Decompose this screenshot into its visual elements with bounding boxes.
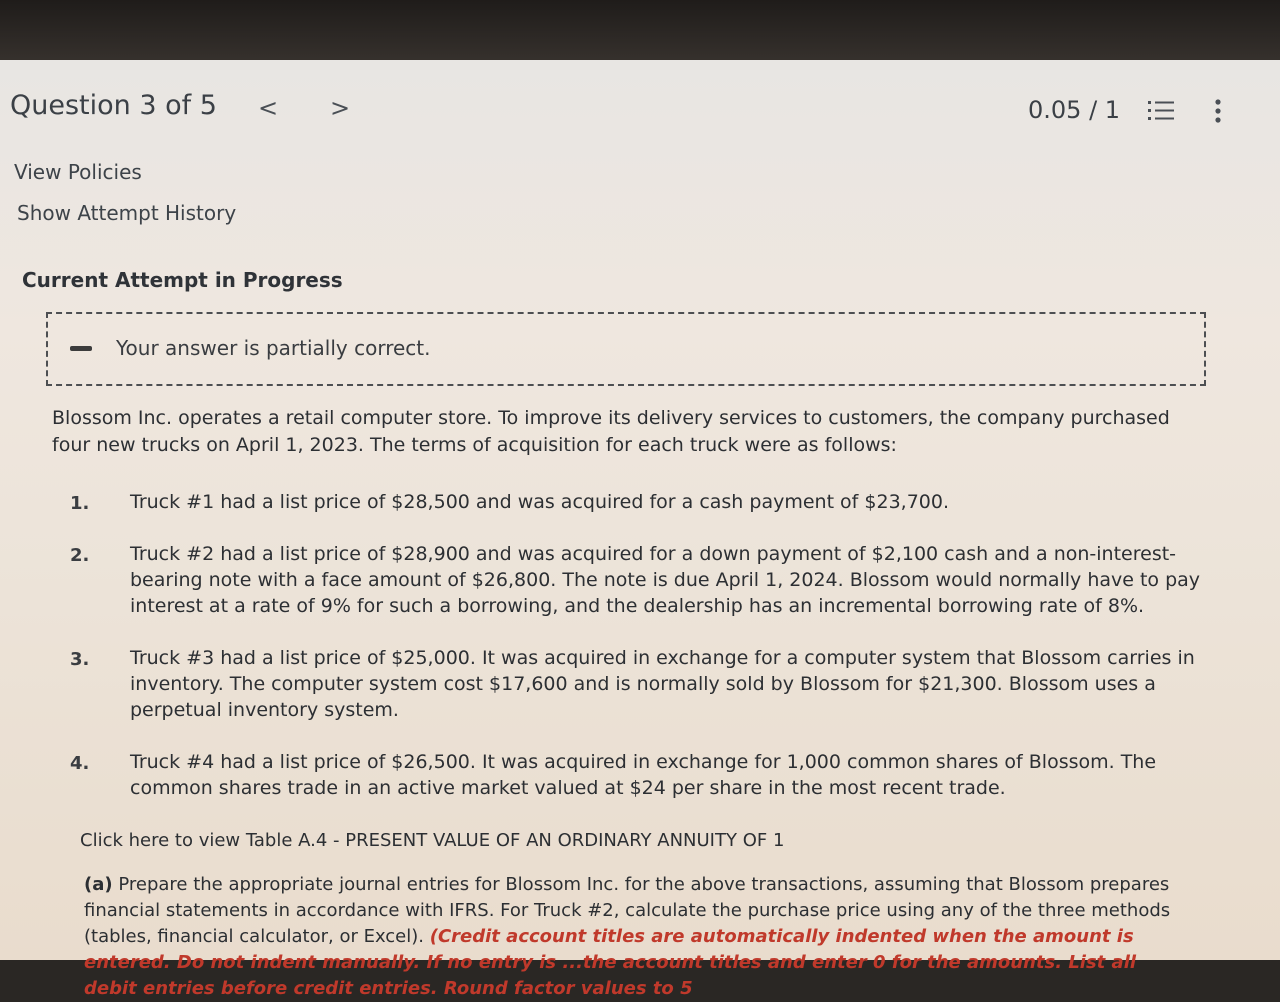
- part-a-label: (a): [84, 874, 113, 895]
- truck-number: 3.: [70, 649, 90, 670]
- problem-statement: [52, 405, 1202, 827]
- attempt-heading: Current Attempt in Progress: [22, 268, 343, 292]
- minus-icon: [70, 346, 92, 351]
- list-icon[interactable]: [1148, 100, 1174, 122]
- screen: [0, 60, 1280, 999]
- truck-text: Truck #1 had a list price of $28,500 and was acquired for a cash payment of $23,700.: [130, 491, 950, 513]
- part-a-text: Prepare the appropriate journal entries for Blossom Inc. for the above transactions, assuming that Blossom prepares financial statements in accordance with IFRS. For Truck #2, calculate the purchase price using any of the three methods (tables, financial calculator, or Excel).: [84, 874, 1171, 947]
- previous-question-button[interactable]: <: [258, 94, 279, 122]
- feedback-message: Your answer is partially correct.: [116, 336, 431, 360]
- monitor-bezel: [0, 0, 1280, 62]
- truck-item-2: [52, 541, 1202, 619]
- truck-number: 2.: [70, 545, 90, 566]
- truck-text: Truck #3 had a list price of $25,000. It was acquired in exchange for a computer system that Blossom carries in inventory. The computer system cost $17,600 and is normally sold by Blossom for $21,300. Blossom uses a perpetual inventory system.: [130, 647, 1195, 721]
- question-header: [0, 60, 1280, 150]
- truck-item-1: [52, 489, 1202, 515]
- truck-text: Truck #2 had a list price of $28,900 and was acquired for a down payment of $2,100 cash and a non-interest-bearing note with a face amount of $26,800. The note is due April 1, 2024. Blossom would normally have to pay interest at a rate of 9% for such a borrowing, and the dealership has an incremental borrowing rate of 8%.: [130, 543, 1201, 617]
- next-question-button[interactable]: >: [330, 94, 351, 122]
- truck-number: 4.: [70, 753, 90, 774]
- more-vertical-icon[interactable]: [1210, 98, 1226, 124]
- truck-text: Truck #4 had a list price of $26,500. It was acquired in exchange for 1,000 common shares of Blossom. The common shares trade in an active market valued at $24 per share in the most recent trade.: [130, 751, 1157, 799]
- truck-list: [52, 489, 1202, 801]
- view-policies-link[interactable]: View Policies: [14, 160, 142, 184]
- question-score: 0.05 / 1: [1028, 96, 1121, 124]
- truck-number: 1.: [70, 493, 90, 514]
- feedback-box: [46, 312, 1206, 386]
- problem-intro: Blossom Inc. operates a retail computer store. To improve its delivery services to customers, the company purchased four new trucks on April 1, 2023. The terms of acquisition for each truck were as follows:: [52, 407, 1170, 456]
- truck-item-3: [52, 645, 1202, 723]
- part-a-note: (Credit account titles are automatically indented when the amount is entered. Do not indent manually. If no entry is ...the account titles and enter 0 for the amounts. List all debit entries before credit entries. Round factor values to 5: [84, 926, 1137, 999]
- question-counter: Question 3 of 5: [10, 90, 217, 121]
- show-attempt-history-link[interactable]: Show Attempt History: [17, 201, 237, 225]
- truck-item-4: [52, 749, 1202, 801]
- part-a-instructions: [84, 872, 1174, 1002]
- table-a4-link[interactable]: Click here to view Table A.4 - PRESENT VALUE OF AN ORDINARY ANNUITY OF 1: [80, 830, 785, 851]
